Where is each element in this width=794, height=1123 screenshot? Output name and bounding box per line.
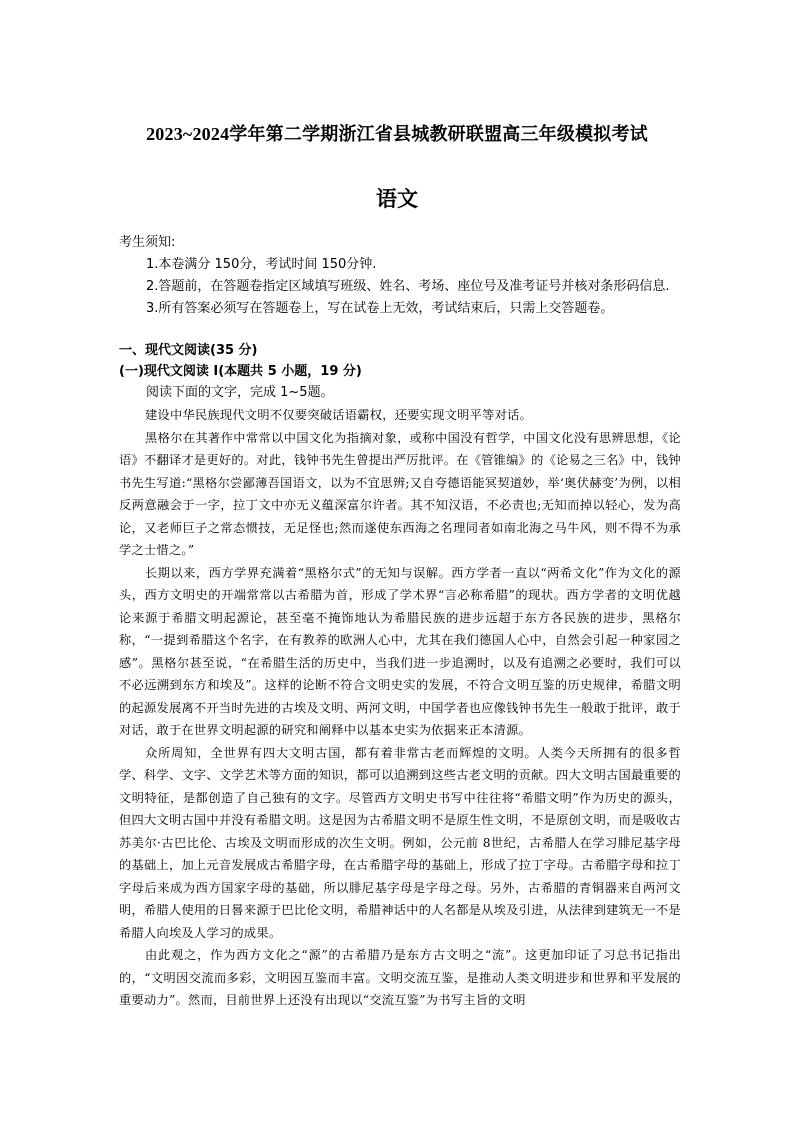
notice-item: 3.所有答案必须写在答题卷上，写在试卷上无效，考试结束后，只需上交答题卷。: [146, 301, 614, 316]
spacer: [119, 320, 681, 340]
reading-instruction: 阅读下面的文字，完成 1~5题。: [146, 385, 334, 400]
section-heading: 一、现代文阅读(35 分): [119, 343, 258, 358]
exam-title: 2023~2024学年第二学期浙江省县城教研联盟高三年级模拟考试: [146, 124, 648, 144]
notice-heading: 考生须知:: [119, 235, 176, 250]
passage-paragraph: 众所周知，全世界有四大文明古国，都有着非常古老而辉煌的文明。人类今天所拥有的很多哲学、科学、文字、文学艺术等方面的知识，都可以追溯到这些古老文明的贡献。四大文明古国最重要的文明特征，是都创造了自己独有的文字。尽管西方文明史书写中往往将“希腊文明”作为历史的源头，但四大文明古国中并没有希腊文明。这是因为古希腊文明不是原生性文明，不是原创文明，而是吸收古苏美尔·古巴比伦、古埃及文明而形成的次生文明。例如，公元前 8世纪，古希腊人在学习腓尼基字母的基础上，加上元音发展成古希腊字母，在古希腊字母的基础上，形成了拉丁字母。古希腊字母和拉丁字母后来成为西方国家字母的基础，所以腓尼基字母是字母之母。另外，古希腊的青铜器来自两河文明，希腊人使用的日晷来源于巴比伦文明，希腊神话中的人名都是从埃及引进，从法律到建筑无一不是希腊人向埃及人学习的成果。: [119, 745, 681, 940]
subject-title: 语文: [376, 187, 418, 211]
passage-paragraph: 长期以来，西方学界充满着“黑格尔式”的无知与误解。西方学者一直以“两希文化”作为文化的源头，西方文明史的开端常常以古希腊为首，形成了学术界“言必称希腊”的现状。西方学者的文明优越论来源于希腊文明起源论，甚至毫不掩饰地认为希腊民族的进步远超于东方各民族的进步，黑格尔称，“一提到希腊这个名字，在有教养的欧洲人心中，尤其在我们德国人心中，自然会引起一种家园之感”。黑格尔甚至说，“在希腊生活的历史中，当我们进一步追溯时，以及有追溯之必要时，我们可以不必远溯到东方和埃及”。这样的论断不符合文明史实的发展，不符合文明互鉴的历史规律，希腊文明的起源发展离不开当时先进的古埃及文明、两河文明，中国学者也应像钱钟书先生一般敢于批评，敢于对话，敢于在世界文明起源的研究和阐释中以基本史实为依据来正本清源。: [119, 565, 681, 737]
document-body: [119, 232, 681, 1012]
section-modern-reading: [119, 340, 681, 404]
passage-paragraph: 黑格尔在其著作中常常以中国文化为指摘对象，或称中国没有哲学，中国文化没有思辨思想，《论语》不翻译才是更好的。对此，钱钟书先生曾提出严厉批评。在《管锥编》的《论易之三名》中，钱钟书先生写道:“黑格尔尝鄙薄吾国语文，以为不宜思辨;又自夸德语能冥契道妙，举‘奥伏赫变’为例，以相反两意融会于一字，拉丁文中亦无义蕴深富尔许者。其不知汉语，不必责也;无知而掉以轻心，发为高论，又老师巨子之常态惯技，无足怪也;然而遂使东西海之名理同者如南北海之马牛风，则不得不为承学之士惜之。”: [119, 430, 681, 557]
passage-paragraph: 建设中华民族现代文明不仅要突破话语霸权，还要实现文明平等对话。: [145, 408, 533, 422]
notice-item: 1.本卷满分 150分，考试时间 150分钟.: [146, 257, 377, 272]
passage-paragraph: 由此观之，作为西方文化之“源”的古希腊乃是东方古文明之“流”。这更加印证了习总书记指出的，“文明因交流而多彩，文明因互鉴而丰富。文明交流互鉴，是推动人类文明进步和世界和平发展的重要动力”。然而，目前世界上还没有出现以“交流互鉴”为书写主旨的文明: [119, 948, 681, 1007]
reading-passage: [119, 404, 681, 1012]
sub-section-heading: (一)现代文阅读 I(本题共 5 小题，19 分): [119, 364, 362, 379]
candidate-notice: [119, 232, 681, 320]
notice-item: 2.答题前，在答题卷指定区域填写班级、姓名、考场、座位号及准考证号并核对条形码信息.: [146, 279, 670, 294]
